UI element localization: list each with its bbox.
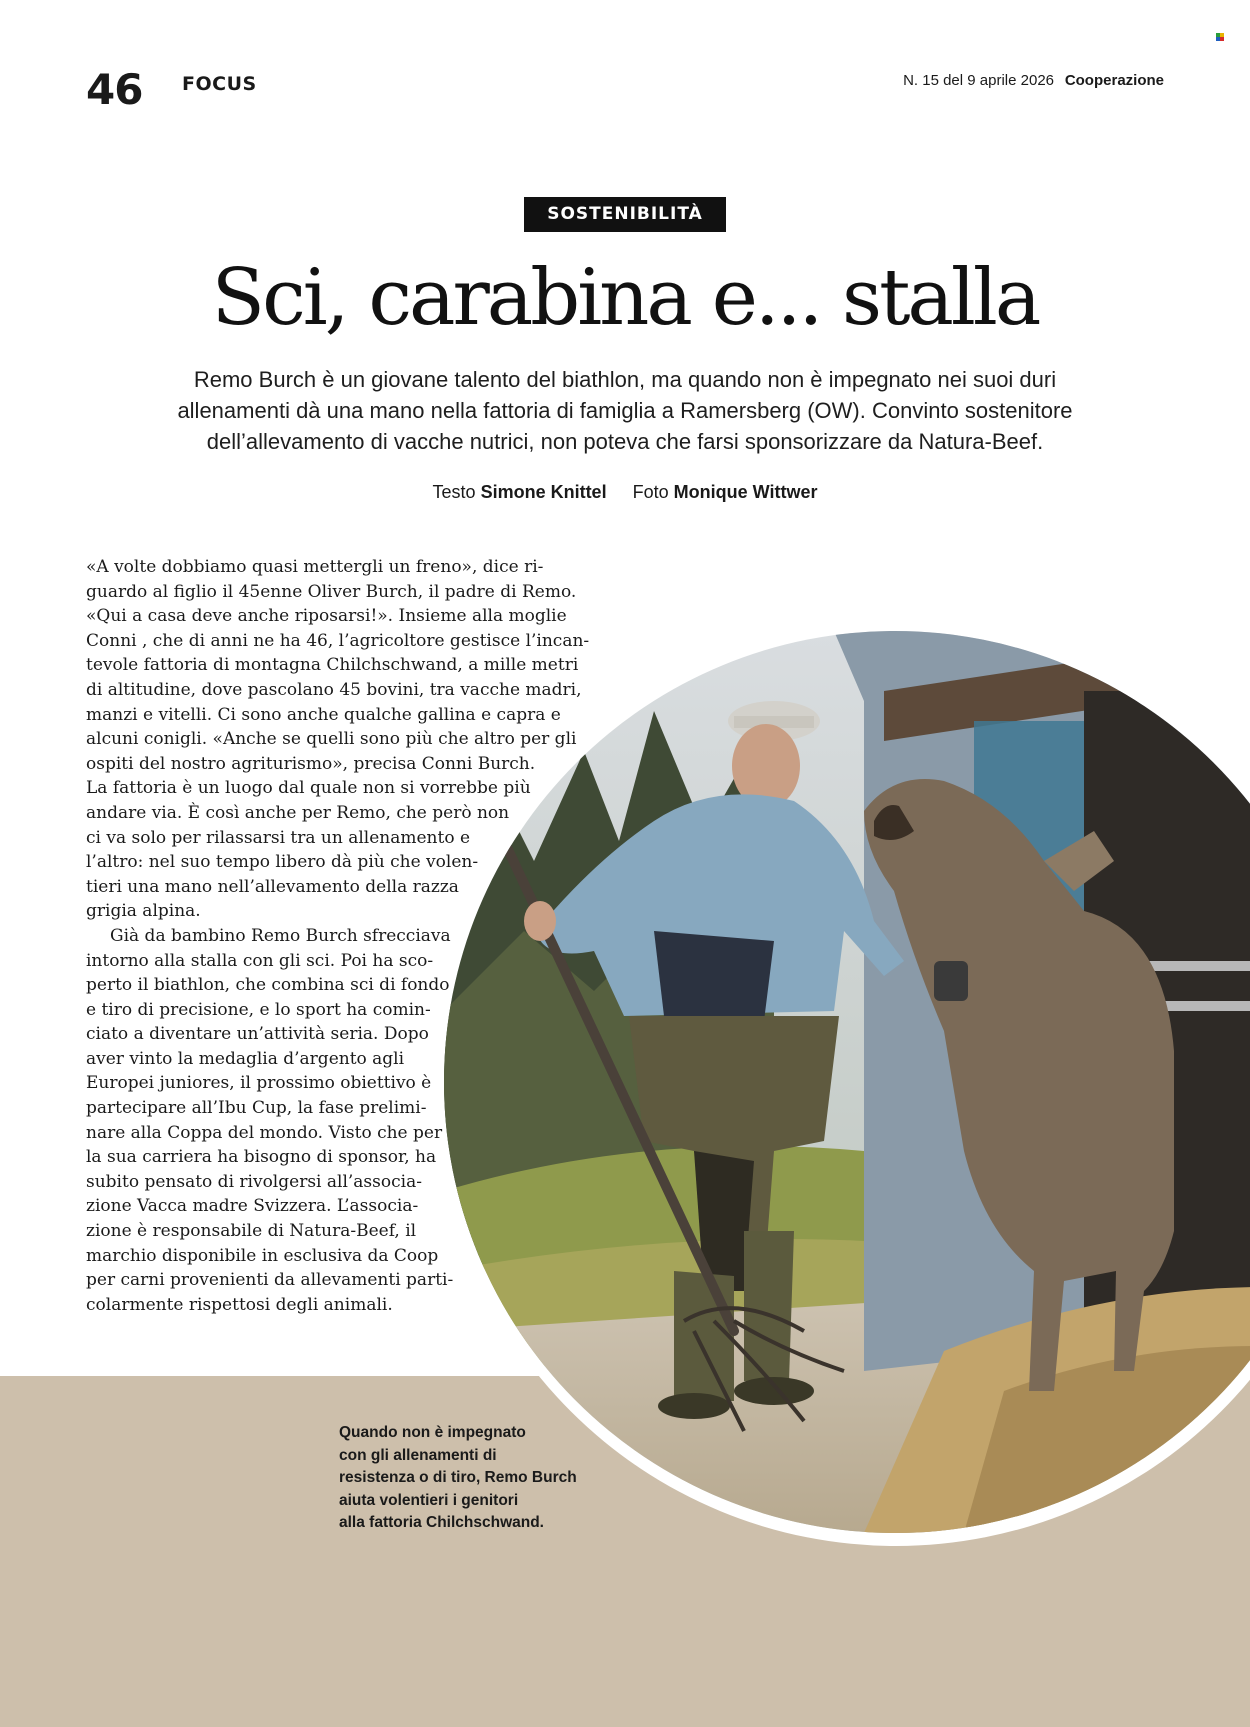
article-lead: Remo Burch è un giovane talento del biathlon, ma quando non è impegnato nei suoi duri allenamenti dà una mano nella fattoria di famiglia a Ramersberg (OW). Convinto sostenitore dell’allevamento di vacche nutrici, non poteva che farsi sponsorizzare da Natura-Beef. — [177, 367, 1073, 454]
body-line: alcuni conigli. «Anche se quelli sono più che altro per gli — [86, 729, 577, 750]
caption-line: aiuta volentieri i genitori — [339, 1491, 519, 1509]
body-line: grigia alpina. — [86, 901, 201, 922]
article-credits — [0, 480, 1250, 504]
caption-line: Quando non è impegnato — [339, 1424, 526, 1441]
author-name: Simone Knittel — [480, 482, 607, 502]
color-registration-mark-icon — [1216, 33, 1224, 41]
text-credit-label: Testo — [432, 482, 476, 502]
photo-credit-label: Foto — [632, 482, 669, 502]
body-line: e tiro di precisione, e lo sport ha comin- — [86, 999, 431, 1020]
body-line: «A volte dobbiamo quasi mettergli un freno», dice ri- — [86, 557, 544, 577]
body-line: ciato a diventare un’attività seria. Dopo — [86, 1024, 429, 1045]
magazine-name: Cooperazione — [1064, 72, 1164, 89]
body-line: andare via. È così anche per Remo, che però non — [86, 802, 510, 823]
photographer-name: Monique Wittwer — [673, 482, 818, 502]
page-number: 46 — [86, 65, 143, 114]
body-line: Conni , che di anni ne ha 46, l’agricoltore gestisce l’incan- — [86, 630, 590, 651]
article-title: Sci, carabina e... stalla — [211, 253, 1039, 343]
body-line: La fattoria è un luogo dal quale non si vorrebbe più — [86, 778, 531, 799]
body-line: nare alla Coppa del mondo. Visto che per — [86, 1122, 443, 1143]
body-line: manzi e vitelli. Ci sono anche qualche gallina e capra e — [86, 704, 561, 725]
body-line: ospiti del nostro agriturismo», precisa Conni Burch. — [86, 753, 536, 774]
body-line: zione è responsabile di Natura-Beef, il — [86, 1221, 417, 1242]
body-line: «Qui a casa deve anche riposarsi!». Insieme alla moglie — [86, 606, 567, 627]
body-line: ci va solo per rilassarsi tra un allenamento e — [86, 827, 471, 848]
category-badge: SOSTENIBILITÀ — [524, 197, 726, 232]
body-line: la sua carriera ha bisogno di sponsor, ha — [86, 1147, 437, 1168]
body-line: di altitudine, dove pascolano 45 bovini, tra vacche madri, — [86, 679, 582, 700]
caption-line: resistenza o di tiro, Remo Burch — [339, 1469, 577, 1486]
article-body — [86, 555, 590, 1317]
caption-line: alla fattoria Chilchschwand. — [339, 1514, 544, 1531]
body-line: aver vinto la medaglia d’argento agli — [86, 1048, 405, 1069]
section-label: FOCUS — [182, 73, 257, 95]
caption-line: con gli allenamenti di — [339, 1446, 497, 1464]
body-line: subito pensato di rivolgersi all’associa- — [86, 1171, 422, 1192]
body-line: colarmente rispettosi degli animali. — [86, 1294, 393, 1315]
body-line: intorno alla stalla con gli sci. Poi ha sco- — [86, 950, 434, 971]
issue-date: N. 15 del 9 aprile 2026 — [903, 72, 1054, 89]
body-line: perto il biathlon, che combina sci di fondo — [86, 975, 450, 996]
body-line: Europei juniores, il prossimo obiettivo è — [86, 1073, 432, 1094]
body-line: tevole fattoria di montagna Chilchschwand, a mille metri — [86, 655, 579, 676]
body-line: marchio disponibile in esclusiva da Coop — [86, 1245, 439, 1266]
body-line: Già da bambino Remo Burch sfrecciava — [110, 925, 451, 946]
body-line: partecipare all’Ibu Cup, la fase prelimi- — [86, 1098, 427, 1119]
body-line: guardo al figlio il 45enne Oliver Burch, il padre di Remo. — [86, 581, 577, 602]
body-line: l’altro: nel suo tempo libero dà più che volen- — [86, 852, 479, 873]
body-line: per carni provenienti da allevamenti parti- — [86, 1270, 454, 1291]
photo-caption — [339, 1422, 599, 1535]
body-line: zione Vacca madre Svizzera. L’associa- — [86, 1196, 419, 1217]
body-line: tieri una mano nell’allevamento della razza — [86, 876, 459, 897]
